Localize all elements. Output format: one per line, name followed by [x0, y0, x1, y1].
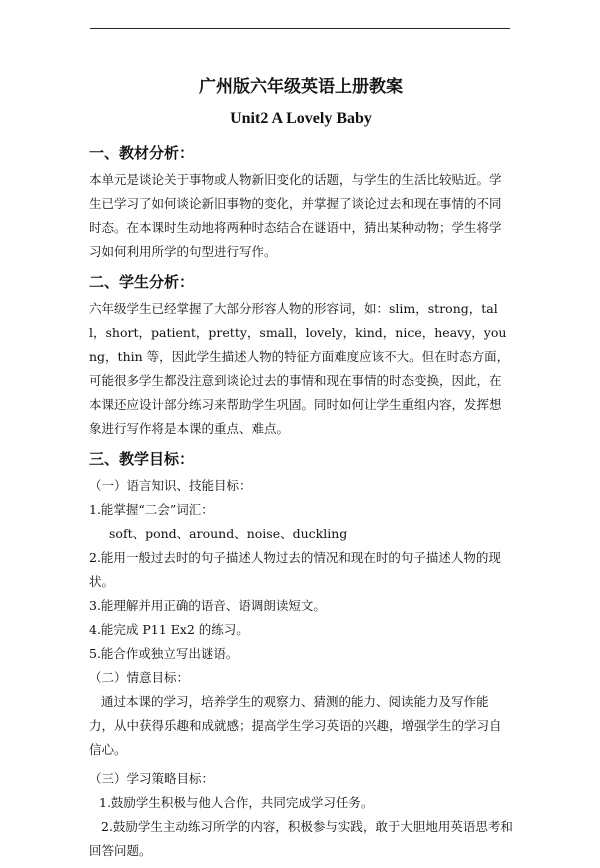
- strategy-item: 1.鼓励学生积极与他人合作，共同完成学习任务。: [99, 795, 374, 810]
- objective-item: 5.能合作或独立写出谜语。: [89, 646, 239, 661]
- document-body: [89, 74, 513, 868]
- section-heading-materials: 一、教材分析：: [89, 144, 195, 162]
- objective-subheading-affective: （二）情意目标：: [89, 670, 190, 685]
- section-heading-students: 二、学生分析：: [89, 273, 195, 291]
- section-text-students: 六年级学生已经掌握了大部分形容人物的形容词，如：slim，strong，tall，short，patient，pretty，small，lovely，kind，nice，heavy，young，thin 等，因此学生描述人物的特征方面难度应该不大。但在时态方面，可能很多学生都没注意到谈论过去的事情和现在事情的时态变换，因此，在本课还应设计部分练习来帮助学生巩固。同时如何让学生重组内容，发挥想象进行写作将是本课的重点、难点。: [89, 301, 510, 436]
- objective-item: 2.能用一般过去时的句子描述人物过去的情况和现在时的句子描述人物的现状。: [89, 550, 501, 589]
- objective-item: 4.能完成 P11 Ex2 的练习。: [89, 622, 249, 637]
- section-heading-objectives: 三、教学目标：: [89, 450, 195, 468]
- document-title: 广州版六年级英语上册教案: [199, 77, 403, 97]
- section-text-materials: 本单元是谈论关于事物或人物新旧变化的话题，与学生的生活比较贴近。学生已学习了如何谈论新旧事物的变化，并掌握了谈论过去和现在事情的不同时态。在本课时生动地将两种时态结合在谜语中，猜出某种动物；学生将学习如何利用所学的句型进行写作。: [89, 172, 502, 259]
- objective-item: 3.能理解并用正确的语音、语调朗读短文。: [89, 598, 326, 613]
- strategy-item: 2.鼓励学生主动练习所学的内容，积极参与实践，敢于大胆地用英语思考和回答问题。: [89, 819, 513, 858]
- affective-objective-text: 通过本课的学习，培养学生的观察力、猜测的能力、阅读能力及写作能力，从中获得乐趣和成就感；提高学生学习英语的兴趣，增强学生的学习自信心。: [89, 694, 502, 757]
- header-rule: [90, 28, 510, 29]
- objective-item: 1.能掌握“二会”词汇：: [89, 502, 214, 517]
- objective-subheading-strategy: （三）学习策略目标：: [89, 771, 215, 786]
- document-subtitle: Unit2 A Lovely Baby: [230, 110, 372, 127]
- vocabulary-list: soft、pond、around、noise、duckling: [109, 526, 348, 541]
- objective-subheading-language: （一）语言知识、技能目标：: [89, 478, 252, 493]
